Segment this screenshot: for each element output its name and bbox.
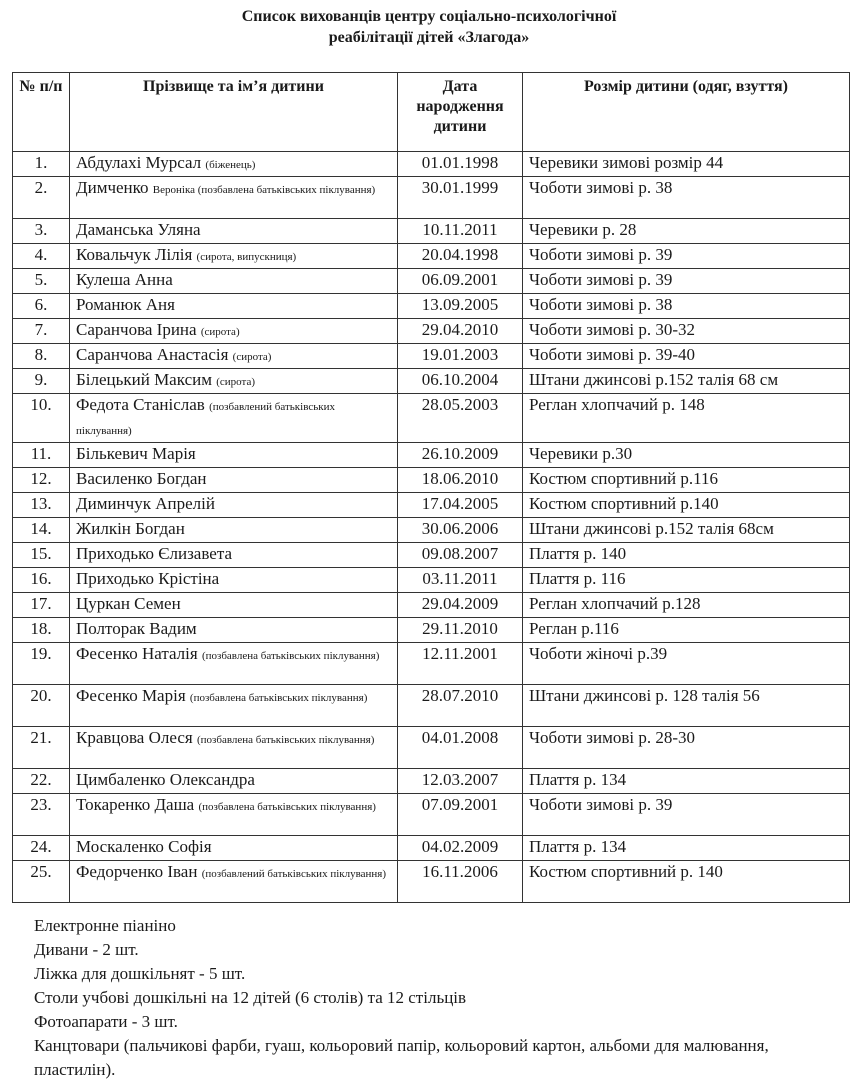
header-name: Прізвище та ім’я дитини	[70, 73, 398, 152]
birth-date: 19.01.2003	[398, 344, 523, 369]
birth-date: 04.01.2008	[398, 727, 523, 769]
child-name: Диминчук Апрелій	[76, 494, 215, 513]
clothing-size: Штани джинсові р. 128 талія 56	[523, 685, 850, 727]
row-number: 18.	[13, 618, 70, 643]
child-name: Токаренко Даша	[76, 795, 195, 814]
row-number: 8.	[13, 344, 70, 369]
child-name-cell	[70, 394, 398, 443]
row-number: 22.	[13, 769, 70, 794]
clothing-size: Плаття р. 140	[523, 543, 850, 568]
clothing-size: Реглан хлопчачий р.128	[523, 593, 850, 618]
clothing-size: Чоботи жіночі р.39	[523, 643, 850, 685]
table-row	[13, 685, 850, 727]
clothing-size: Чоботи зимові р. 39	[523, 244, 850, 269]
row-number: 13.	[13, 493, 70, 518]
table-row	[13, 568, 850, 593]
birth-date: 29.04.2010	[398, 319, 523, 344]
child-status-note: (біженець)	[205, 159, 256, 171]
child-name-cell	[70, 219, 398, 244]
inventory-item: Ліжка для дошкільнят - 5 шт.	[34, 964, 246, 983]
child-name-cell	[70, 244, 398, 269]
clothing-size: Реглан р.116	[523, 618, 850, 643]
child-name: Жилкін Богдан	[76, 519, 185, 538]
row-number: 6.	[13, 294, 70, 319]
child-name-cell	[70, 269, 398, 294]
child-name: Приходько Крістіна	[76, 569, 220, 588]
clothing-size: Плаття р. 134	[523, 769, 850, 794]
child-name: Білецький Максим	[76, 370, 212, 389]
header-birth-date: Дата народження дитини	[398, 73, 523, 152]
table-row	[13, 727, 850, 769]
child-name: Димченко	[76, 178, 149, 197]
table-row	[13, 219, 850, 244]
birth-date: 17.04.2005	[398, 493, 523, 518]
inventory-item: Канцтовари (пальчикові фарби, гуаш, кольоровий папір, кольоровий картон, альбоми для малювання, пластилін).	[34, 1036, 769, 1079]
birth-date: 29.11.2010	[398, 618, 523, 643]
row-number: 25.	[13, 861, 70, 903]
child-name: Даманська Уляна	[76, 220, 201, 239]
inventory-item: Електронне піаніно	[34, 916, 176, 935]
clothing-size: Чоботи зимові р. 39-40	[523, 344, 850, 369]
table-body	[13, 152, 850, 903]
child-name-cell	[70, 493, 398, 518]
row-number: 15.	[13, 543, 70, 568]
child-name: Фесенко Марія	[76, 686, 186, 705]
row-number: 19.	[13, 643, 70, 685]
child-name: Ковальчук Лілія	[76, 245, 193, 264]
birth-date: 12.11.2001	[398, 643, 523, 685]
child-name-cell	[70, 685, 398, 727]
birth-date: 20.04.1998	[398, 244, 523, 269]
clothing-size: Черевики р. 28	[523, 219, 850, 244]
child-status-note: (позбавлений батьківських піклування)	[201, 868, 387, 880]
table-row	[13, 593, 850, 618]
child-status-note: (сирота)	[200, 326, 240, 338]
table-row	[13, 493, 850, 518]
child-name-cell	[70, 319, 398, 344]
clothing-size: Чоботи зимові р. 39	[523, 269, 850, 294]
child-name: Фесенко Наталія	[76, 644, 198, 663]
row-number: 4.	[13, 244, 70, 269]
inventory-list	[34, 914, 834, 1082]
child-name-cell	[70, 177, 398, 219]
birth-date: 04.02.2009	[398, 836, 523, 861]
birth-date: 06.10.2004	[398, 369, 523, 394]
row-number: 12.	[13, 468, 70, 493]
clothing-size: Чоботи зимові р. 38	[523, 177, 850, 219]
child-name-cell	[70, 152, 398, 177]
child-name: Романюк Аня	[76, 295, 175, 314]
child-name-cell	[70, 344, 398, 369]
table-row	[13, 836, 850, 861]
row-number: 2.	[13, 177, 70, 219]
child-name: Абдулахі Мурсал	[76, 153, 202, 172]
child-name-cell	[70, 294, 398, 319]
table-row	[13, 643, 850, 685]
row-number: 10.	[13, 394, 70, 443]
inventory-item: Фотоапарати - 3 шт.	[34, 1012, 178, 1031]
birth-date: 26.10.2009	[398, 443, 523, 468]
child-name-cell	[70, 618, 398, 643]
row-number: 11.	[13, 443, 70, 468]
child-name: Бількевич Марія	[76, 444, 196, 463]
child-name-cell	[70, 593, 398, 618]
child-name: Москаленко Софія	[76, 837, 212, 856]
child-name-cell	[70, 443, 398, 468]
row-number: 16.	[13, 568, 70, 593]
row-number: 14.	[13, 518, 70, 543]
clothing-size: Черевики зимові розмір 44	[523, 152, 850, 177]
child-status-note: (позбавлена батьківських піклування)	[201, 650, 380, 662]
row-number: 24.	[13, 836, 70, 861]
child-status-note: (позбавлена батьківських піклування)	[189, 692, 368, 704]
birth-date: 18.06.2010	[398, 468, 523, 493]
clothing-size: Плаття р. 116	[523, 568, 850, 593]
child-name: Приходько Єлизавета	[76, 544, 233, 563]
child-status-note: (позбавлена батьківських піклування)	[196, 734, 375, 746]
birth-date: 06.09.2001	[398, 269, 523, 294]
table-row	[13, 468, 850, 493]
clothing-size: Штани джинсові р.152 талія 68 см	[523, 369, 850, 394]
child-name: Саранчова Ірина	[76, 320, 197, 339]
clothing-size: Чоботи зимові р. 28-30	[523, 727, 850, 769]
clothing-size: Чоботи зимові р. 39	[523, 794, 850, 836]
child-name: Саранчова Анастасія	[76, 345, 229, 364]
child-status-note: (сирота)	[216, 376, 255, 388]
row-number: 23.	[13, 794, 70, 836]
clothing-size: Чоботи зимові р. 38	[523, 294, 850, 319]
child-name-cell	[70, 727, 398, 769]
birth-date: 10.11.2011	[398, 219, 523, 244]
child-name: Василенко Богдан	[76, 469, 207, 488]
row-number: 9.	[13, 369, 70, 394]
table-row	[13, 344, 850, 369]
table-header-row	[13, 73, 850, 152]
table-row	[13, 443, 850, 468]
table-row	[13, 394, 850, 443]
row-number: 20.	[13, 685, 70, 727]
birth-date: 03.11.2011	[398, 568, 523, 593]
clothing-size: Черевики р.30	[523, 443, 850, 468]
clothing-size: Костюм спортивний р.140	[523, 493, 850, 518]
document-title	[0, 6, 858, 48]
table-row	[13, 618, 850, 643]
table-row	[13, 794, 850, 836]
row-number: 5.	[13, 269, 70, 294]
row-number: 21.	[13, 727, 70, 769]
birth-date: 30.06.2006	[398, 518, 523, 543]
clothing-size: Костюм спортивний р. 140	[523, 861, 850, 903]
inventory-item: Столи учбові дошкільні на 12 дітей (6 столів) та 12 стільців	[34, 988, 467, 1007]
table-row	[13, 294, 850, 319]
table-row	[13, 177, 850, 219]
table-row	[13, 319, 850, 344]
child-status-note: (сирота)	[232, 351, 272, 363]
birth-date: 01.01.1998	[398, 152, 523, 177]
row-number: 7.	[13, 319, 70, 344]
child-name-cell	[70, 861, 398, 903]
child-name-cell	[70, 836, 398, 861]
row-number: 3.	[13, 219, 70, 244]
table-row	[13, 244, 850, 269]
row-number: 17.	[13, 593, 70, 618]
birth-date: 30.01.1999	[398, 177, 523, 219]
table-row	[13, 861, 850, 903]
header-number: № п/п	[13, 73, 70, 152]
birth-date: 09.08.2007	[398, 543, 523, 568]
clothing-size: Костюм спортивний р.116	[523, 468, 850, 493]
child-name-cell	[70, 468, 398, 493]
birth-date: 28.07.2010	[398, 685, 523, 727]
child-status-note: Вероніка (позбавлена батьківських піклування)	[152, 184, 376, 196]
birth-date: 16.11.2006	[398, 861, 523, 903]
header-size: Розмір дитини (одяг, взуття)	[523, 73, 850, 152]
birth-date: 28.05.2003	[398, 394, 523, 443]
clothing-size: Плаття р. 134	[523, 836, 850, 861]
child-name: Полторак Вадим	[76, 619, 197, 638]
child-status-note: (позбавлений батьківських піклування)	[76, 401, 335, 437]
clothing-size: Чоботи зимові р. 30-32	[523, 319, 850, 344]
clothing-size: Штани джинсові р.152 талія 68см	[523, 518, 850, 543]
child-name-cell	[70, 369, 398, 394]
child-name: Цимбаленко Олександра	[76, 770, 255, 789]
table-row	[13, 152, 850, 177]
birth-date: 29.04.2009	[398, 593, 523, 618]
table-row	[13, 543, 850, 568]
child-name-cell	[70, 643, 398, 685]
child-name-cell	[70, 794, 398, 836]
child-name: Федорченко Іван	[76, 862, 198, 881]
table-row	[13, 269, 850, 294]
birth-date: 07.09.2001	[398, 794, 523, 836]
row-number: 1.	[13, 152, 70, 177]
child-name: Кравцова Олеся	[76, 728, 193, 747]
title-line-1: Список вихованців центру соціально-психологічної	[241, 8, 617, 25]
table-row	[13, 769, 850, 794]
child-name-cell	[70, 543, 398, 568]
clothing-size: Реглан хлопчачий р. 148	[523, 394, 850, 443]
child-status-note: (сирота, випускниця)	[196, 251, 297, 263]
child-name: Федота Станіслав	[76, 395, 205, 414]
child-name: Цуркан Семен	[76, 594, 181, 613]
table-row	[13, 518, 850, 543]
table-row	[13, 369, 850, 394]
child-status-note: (позбавлена батьківських піклування)	[198, 801, 376, 813]
child-name-cell	[70, 568, 398, 593]
children-table	[12, 72, 850, 903]
birth-date: 13.09.2005	[398, 294, 523, 319]
title-line-2: реабілітації дітей «Злагода»	[328, 29, 530, 46]
child-name-cell	[70, 518, 398, 543]
child-name-cell	[70, 769, 398, 794]
inventory-item: Дивани - 2 шт.	[34, 940, 139, 959]
birth-date: 12.03.2007	[398, 769, 523, 794]
child-name: Кулеша Анна	[76, 270, 173, 289]
